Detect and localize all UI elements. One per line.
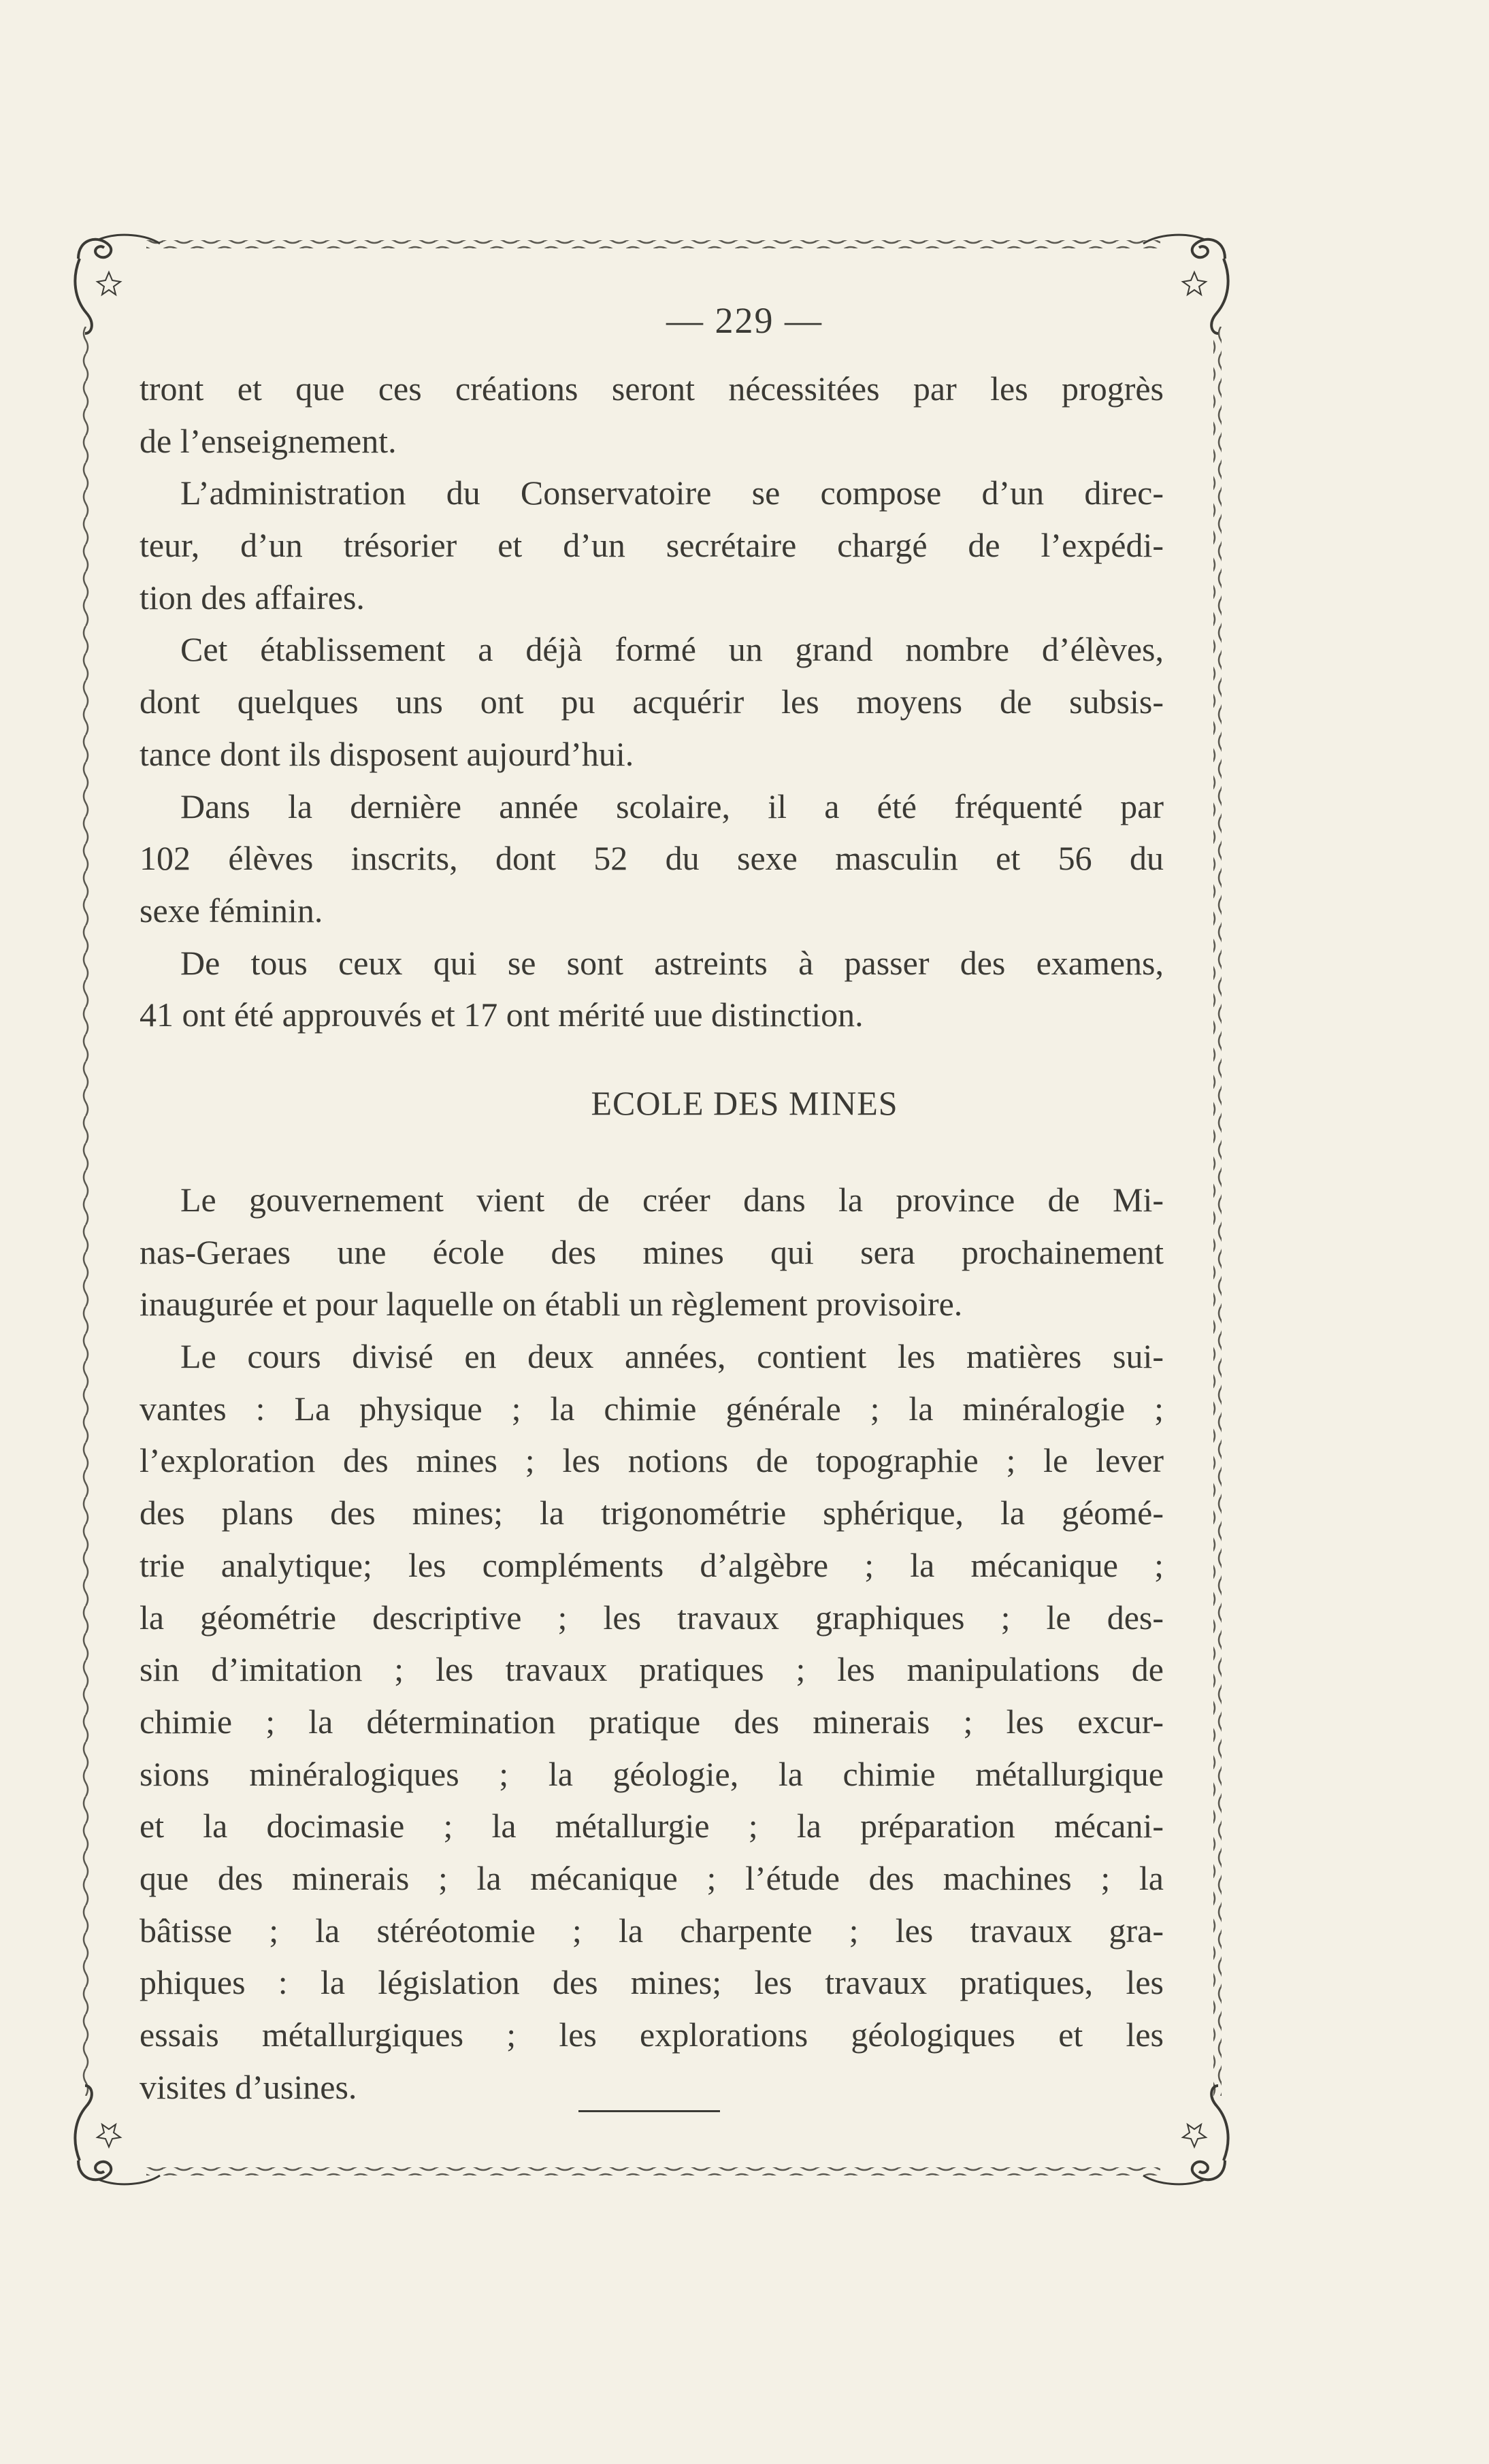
text-line: De tous ceux qui se sont astreints à passer des examens, [180,943,1164,982]
closing-rule [578,2110,720,2112]
text-line: sin d’imitation ; les travaux pratiques ; les manipulations de [140,1650,1164,1689]
text-line: visites d’usines. [140,2067,357,2106]
section-heading: ECOLE DES MINES [591,1084,898,1122]
text-line: bâtisse ; la stéréotomie ; la charpente ; les travaux gra- [140,1911,1164,1950]
text-line: phiques : la législation des mines; les travaux pratiques, les [140,1963,1164,2002]
text-line: tance dont ils disposent aujourd’hui. [140,734,634,773]
text-line: inaugurée et pour laquelle on établi un règlement provisoire. [140,1285,963,1324]
border-bottom [146,2167,1160,2175]
border-right [1213,327,1222,2096]
border-top [146,240,1160,248]
text-block-conservatoire [140,363,1164,1041]
text-line: L’administration du Conservatoire se compose d’un direc- [180,474,1164,512]
text-line: trie analytique; les compléments d’algèbre ; la mécanique ; [140,1545,1164,1584]
text-line: la géométrie descriptive ; les travaux graphiques ; le des- [140,1598,1164,1637]
text-line: 102 élèves inscrits, dont 52 du sexe masculin et 56 du [140,839,1164,878]
text-line: essais métallurgiques ; les explorations géologiques et les [140,2016,1164,2054]
text-line: des plans des mines; la trigonométrie sphérique, la géomé- [140,1494,1164,1532]
text-line: Le gouvernement vient de créer dans la province de Mi- [180,1181,1164,1219]
text-line: sexe féminin. [140,891,323,930]
text-line: Dans la dernière année scolaire, il a été fréquenté par [180,787,1164,825]
text-line: l’exploration des mines ; les notions de topographie ; le lever [140,1441,1164,1480]
text-line: sions minéralogiques ; la géologie, la chimie métallurgique [140,1754,1164,1793]
text-line: Le cours divisé en deux années, contient les matières sui- [180,1337,1164,1376]
text-line: dont quelques uns ont pu acquérir les moyens de subsis- [140,683,1164,721]
page-number: — 229 — [666,300,823,341]
text-line: tion des affaires. [140,578,365,617]
text-line: tront et que ces créations seront nécessitées par les progrès [140,369,1164,408]
text-block-ecole-des-mines [140,1174,1164,2113]
text-line: de l’enseignement. [140,421,397,460]
text-line: 41 ont été approuvés et 17 ont mérité uue distinction. [140,996,864,1034]
text-line: et la docimasie ; la métallurgie ; la préparation mécani- [140,1807,1164,1845]
text-line: nas-Geraes une école des mines qui sera prochainement [140,1232,1164,1271]
text-line: teur, d’un trésorier et d’un secrétaire chargé de l’expédi- [140,526,1164,565]
border-left [82,327,90,2096]
text-line: que des minerais ; la mécanique ; l’étude des machines ; la [140,1858,1164,1897]
text-line: chimie ; la détermination pratique des minerais ; les excur- [140,1702,1164,1741]
text-line: Cet établissement a déjà formé un grand nombre d’élèves, [180,630,1164,669]
text-line: vantes : La physique ; la chimie générale ; la minéralogie ; [140,1389,1164,1428]
